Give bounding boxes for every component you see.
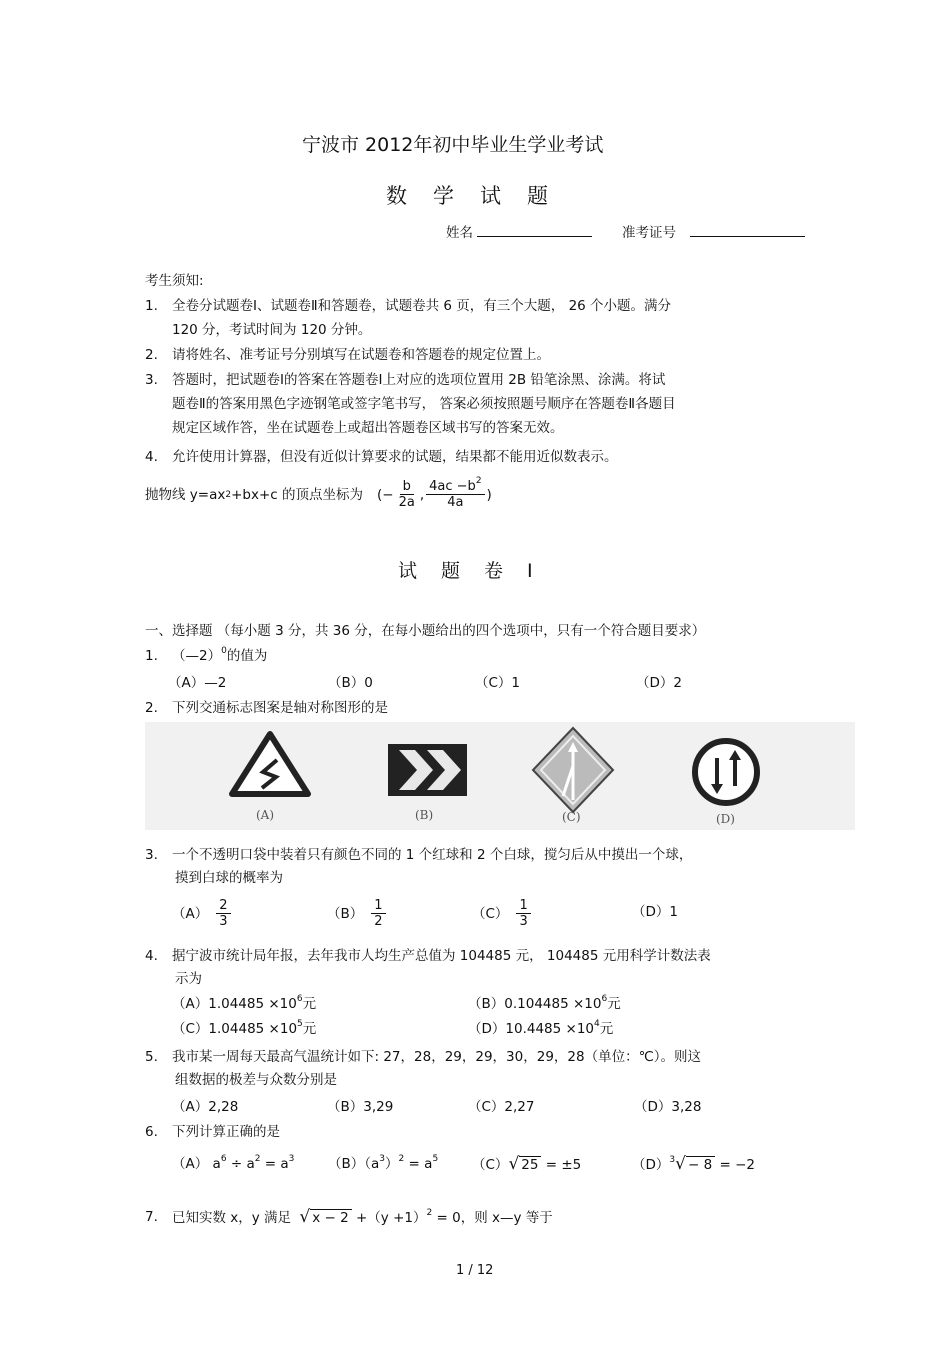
page-number: 1 / 12	[456, 1263, 494, 1278]
q4-stem-line-2: 示为	[175, 971, 202, 987]
q4-stem-line-1: 据宁波市统计局年报，去年我市人均生产总值为 104485 元， 104485 元用科学计数法表	[172, 948, 711, 964]
q4-option-b: $(B)0.104485 \times 10^6$元	[468, 994, 621, 1012]
sign-a-curve-warning-icon	[232, 734, 308, 794]
name-label: 姓名	[446, 225, 473, 241]
exam-title: 宁波市 2012年初中毕业生学业考试	[302, 134, 604, 156]
q1-option-d: （D）2	[636, 675, 682, 691]
notice-3-line-3: 规定区域作答，坐在试题卷上或超出答题卷区域书写的答案无效。	[172, 420, 564, 436]
notice-3-line-2: 题卷Ⅱ的答案用黑色字迹钢笔或签字笔书写， 答案必须按照题号顺序在答题卷Ⅱ各题目	[172, 396, 676, 412]
notice-1-line-2: 120 分，考试时间为 120 分钟。	[172, 322, 372, 338]
notice-1-line-1: 全卷分试题卷Ⅰ、试题卷Ⅱ和答题卷，试题卷共 6 页，有三个大题， 26 个小题。满分	[172, 298, 672, 314]
name-field	[446, 220, 592, 242]
sign-b-label: (B)	[415, 808, 434, 822]
section-title: 试题卷Ⅰ	[398, 560, 557, 582]
q1-option-c: （C）1	[475, 675, 521, 691]
sign-b-chevron-icon	[388, 744, 467, 796]
q5-num: 5.	[145, 1049, 158, 1065]
q5-stem-line-2: 组数据的极差与众数分别是	[175, 1072, 337, 1088]
q5-option-b: （B）3,29	[327, 1099, 394, 1115]
sign-a-label: (A)	[256, 808, 275, 822]
q3-option-d: （D）1	[632, 904, 678, 920]
q6-stem: 下列计算正确的是	[172, 1124, 280, 1140]
q6-num: 6.	[145, 1124, 158, 1140]
q7-stem: 已知实数 x，y 满足 √ $x - 2 +(y +1)^2 = 0$，则 x—y 等于	[172, 1207, 553, 1227]
name-blank	[477, 220, 592, 237]
exam-id-label: 准考证号	[622, 225, 676, 241]
q1-option-b: （B）0	[328, 675, 373, 691]
vertex-x-fraction: $\frac{b}{2a}$	[398, 479, 415, 510]
q4-option-d: $(D)10.4485 \times 10^4$元	[468, 1019, 614, 1037]
exam-id-field	[622, 220, 805, 242]
q7-num: 7.	[145, 1209, 158, 1225]
q5-option-d: （D）3,28	[634, 1099, 702, 1115]
q1-stem: （—2）$^0$的值为	[172, 646, 268, 664]
notice-heading: 考生须知:	[145, 273, 204, 289]
q4-num: 4.	[145, 948, 158, 964]
q6-option-b: $(B)(a^3)^2 = a^5$	[328, 1154, 439, 1172]
q2-stem: 下列交通标志图案是轴对称图形的是	[172, 700, 388, 716]
q2-num: 2.	[145, 700, 158, 716]
sign-d-two-way-icon	[695, 741, 757, 803]
notice-num-3: 3.	[145, 372, 158, 388]
q3-stem-line-1: 一个不透明口袋中装着只有颜色不同的 1 个红球和 2 个白球，搅匀后从中摸出一个球，	[172, 847, 693, 863]
traffic-signs-svg	[145, 722, 855, 830]
q5-stem-line-1: 我市某一周每天最高气温统计如下: 27，28，29，29，30，29，28（单位：℃）。则这	[172, 1049, 701, 1065]
q5-option-a: （A）2,28	[172, 1099, 239, 1115]
notice-num-4: 4.	[145, 449, 158, 465]
notice-num-1: 1.	[145, 298, 158, 314]
parabola-mid: +bx+c 的顶点坐标为	[231, 486, 363, 503]
vertex-y-fraction: $\frac{4ac -b^2}{4a}$	[426, 479, 484, 510]
q3-num: 3.	[145, 847, 158, 863]
q6-option-c: （C）√ 25 = ±5	[472, 1154, 582, 1174]
q4-option-a: $(A)1.04485 \times 10^6$元	[172, 994, 317, 1012]
q3-option-b: （B） $\frac{1}{2}$	[327, 898, 388, 929]
notice-4-line-1: 允许使用计算器，但没有近似计算要求的试题，结果都不能用近似数表示。	[172, 449, 618, 465]
exam-id-blank	[690, 220, 805, 237]
sign-c-label: (C)	[562, 810, 581, 824]
q6-option-a: （A） $a^6 \div a^2 = a^3$	[172, 1154, 295, 1172]
notice-2-line-1: 请将姓名、准考证号分别填写在试题卷和答题卷的规定位置上。	[172, 347, 550, 363]
part1-header: 一、选择题 （每小题 3 分，共 36 分，在每小题给出的四个选项中，只有一个符合题目要求）	[145, 623, 706, 639]
notice-3-line-1: 答题时，把试题卷Ⅰ的答案在答题卷Ⅰ上对应的选项位置用 2B 铅笔涂黑、涂满。将试	[172, 372, 666, 388]
q3-option-c: （C） $\frac{1}{3}$	[472, 898, 533, 929]
q5-option-c: （C）2,27	[468, 1099, 535, 1115]
q3-stem-line-2: 摸到白球的概率为	[175, 870, 283, 886]
q3-option-a: （A） $\frac{2}{3}$	[172, 898, 233, 929]
parabola-prefix: 抛物线 y=ax	[145, 486, 226, 503]
sign-d-label: (D)	[716, 812, 735, 826]
q1-option-a: （A）—2	[168, 675, 227, 691]
q6-option-d: $(D)^3√ - 8 = -2$	[632, 1154, 755, 1174]
q4-option-c: $(C)1.04485 \times 10^5$元	[172, 1019, 317, 1037]
sign-c-merge-icon	[533, 728, 613, 812]
subject-title: 数学试题	[386, 184, 574, 208]
q1-num: 1.	[145, 648, 158, 664]
parabola-formula: 抛物线 y=ax 2 +bx+c 的顶点坐标为 (− $\frac{b}{2a}$ , $\frac{4ac -b^2}{4a}$ )	[145, 476, 492, 510]
traffic-signs-image	[145, 722, 855, 830]
notice-num-2: 2.	[145, 347, 158, 363]
